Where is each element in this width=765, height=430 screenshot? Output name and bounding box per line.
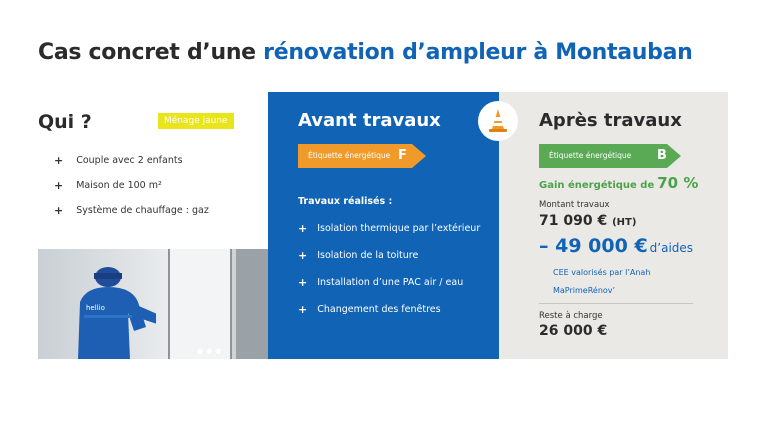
energy-label-text: Étiquette énergétique bbox=[308, 151, 391, 160]
list-item bbox=[298, 250, 480, 277]
travaux-item-label: Isolation thermique par l’extérieur bbox=[317, 223, 481, 234]
plus-icon: + bbox=[298, 276, 308, 289]
qui-item-label: Couple avec 2 enfants bbox=[76, 155, 183, 166]
page-title bbox=[38, 40, 693, 65]
aides-value bbox=[539, 235, 693, 257]
menage-badge: Ménage jaune bbox=[158, 113, 234, 129]
montant-label: Montant travaux bbox=[539, 200, 610, 210]
qui-item-label: Maison de 100 m² bbox=[76, 180, 162, 191]
plus-icon: + bbox=[54, 154, 64, 167]
list-item bbox=[298, 223, 480, 250]
aides-amount: – 49 000 € bbox=[539, 235, 648, 257]
reste-label: Reste à charge bbox=[539, 311, 603, 321]
qui-item-label: Système de chauffage : gaz bbox=[76, 205, 209, 216]
dots-icon: ●●● bbox=[197, 347, 225, 355]
montant-value bbox=[539, 213, 636, 229]
cee-line: CEE valorisés par l’Anah bbox=[553, 268, 651, 277]
plus-icon: + bbox=[298, 303, 308, 316]
traffic-cone-icon bbox=[478, 101, 518, 141]
plus-icon: + bbox=[298, 249, 308, 262]
apres-travaux-panel bbox=[499, 92, 728, 359]
avant-heading: Avant travaux bbox=[298, 110, 441, 131]
hellio-logo-text: hellio bbox=[86, 304, 105, 312]
apres-heading: Après travaux bbox=[539, 110, 682, 131]
page-title-part2: rénovation d’ampleur à Montauban bbox=[263, 40, 693, 65]
plus-icon: + bbox=[54, 179, 64, 192]
gain-label: Gain énergétique de bbox=[539, 180, 655, 191]
reste-value: 26 000 € bbox=[539, 323, 608, 339]
traffic-cone-graphic bbox=[478, 101, 518, 141]
montant-amount: 71 090 € bbox=[539, 213, 608, 229]
wall-panel bbox=[236, 249, 268, 359]
qui-list bbox=[54, 155, 209, 230]
list-item bbox=[298, 277, 480, 304]
montant-suffix: (HT) bbox=[612, 217, 637, 228]
energy-label-f bbox=[298, 144, 426, 168]
divider bbox=[539, 303, 693, 304]
technician-figure bbox=[56, 257, 156, 359]
energy-letter: F bbox=[398, 148, 407, 163]
page-title-part1: Cas concret d’une bbox=[38, 40, 264, 65]
list-item bbox=[54, 180, 209, 205]
technician-photo bbox=[38, 249, 268, 359]
travaux-item-label: Changement des fenêtres bbox=[317, 304, 441, 315]
plus-icon: + bbox=[298, 222, 308, 235]
energy-letter: B bbox=[657, 148, 667, 163]
travaux-item-label: Installation d’une PAC air / eau bbox=[317, 277, 464, 288]
gain-energetique bbox=[539, 174, 698, 192]
qui-heading: Qui ? bbox=[38, 111, 92, 133]
heat-pump-unit bbox=[168, 249, 232, 359]
list-item bbox=[298, 304, 480, 331]
energy-label-b bbox=[539, 144, 681, 168]
list-item bbox=[54, 205, 209, 230]
aides-suffix: d’aides bbox=[649, 241, 694, 255]
travaux-list bbox=[298, 223, 480, 331]
maprimerenov-line: MaPrimeRénov’ bbox=[553, 286, 616, 295]
travaux-title: Travaux réalisés : bbox=[298, 196, 393, 207]
plus-icon: + bbox=[54, 204, 64, 217]
list-item bbox=[54, 155, 209, 180]
gain-value: 70 % bbox=[657, 174, 699, 192]
avant-travaux-panel bbox=[268, 92, 499, 359]
energy-label-text: Étiquette énergétique bbox=[549, 151, 632, 160]
travaux-item-label: Isolation de la toiture bbox=[317, 250, 419, 261]
